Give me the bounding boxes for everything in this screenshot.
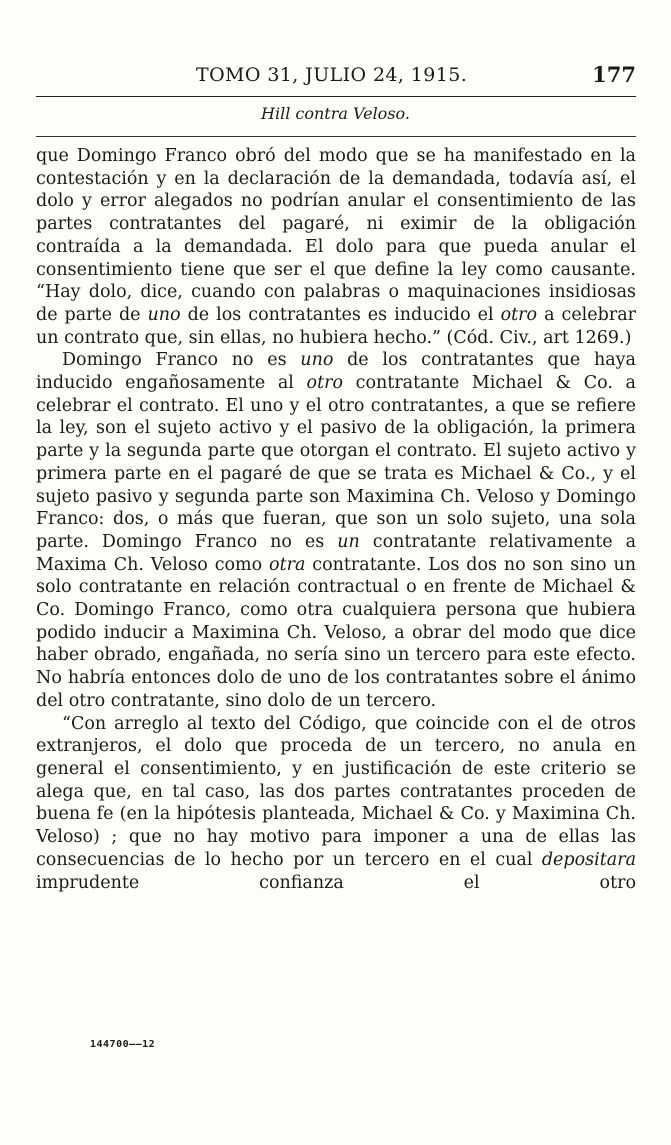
text-run: a celebrar un contrato que, sin ellas, no hubiera hecho.” (Cód. Civ., art 1269.): [36, 304, 636, 348]
running-title: TOMO 31, JULIO 24, 1915.: [196, 64, 468, 86]
paragraph-3: [36, 713, 636, 895]
text-run: contratante. Los dos no son sino un solo contratante en relación contractual o en frente de Michael & Co. Domingo Franco, como otra cualquiera persona que hubiera podido inducir a Maximina Ch. Veloso, a obrar del modo que dice haber obrado, engañada, no sería sino un tercero para este efecto. No habría entonces dolo de uno de los contratantes sobre el ánimo del otro contratante, sino dolo de un tercero.: [36, 554, 636, 711]
header-rule: [36, 96, 636, 97]
case-title: Hill contra Veloso.: [261, 104, 410, 123]
printer-mark: 144700——12: [90, 1039, 156, 1050]
italic-word: un: [337, 531, 360, 552]
text-run: contratante relativamente a Maxima Ch. Veloso como: [36, 531, 637, 575]
text-run: de los contratantes es inducido el: [180, 304, 501, 325]
paragraph-1: [36, 145, 636, 349]
text-run: imprudente confianza el otro: [36, 872, 636, 893]
text-run: Domingo Franco no es: [62, 350, 301, 371]
body-text: [36, 145, 636, 894]
paragraph-2: [36, 349, 636, 712]
italic-word: otro: [500, 304, 538, 325]
italic-word: otra: [269, 554, 306, 575]
italic-word: otro: [306, 373, 344, 394]
italic-word: depositara: [541, 849, 636, 870]
italic-word: uno: [147, 304, 181, 325]
text-run: de los contratantes que haya inducido engañosamente al: [36, 350, 636, 394]
case-title-rule: [36, 136, 636, 137]
text-run: que Domingo Franco obró del modo que se ha manifestado en la contestación y en la declaración de la demandada, todavía así, el dolo y error alegados no podrían anular el consentimiento de las partes contratantes del pagaré, ni eximir de la obligación contraída a la demandada. El dolo para que pueda anular el consentimiento tiene que ser el que define la ley como causante. “Hay dolo, dice, cuando con palabras o maquinaciones insidiosas de parte de: [36, 146, 636, 325]
text-run: contratante Michael & Co. a celebrar el contrato. El uno y el otro contratantes, a que se refiere la ley, son el sujeto activo y el pasivo de la obligación, la primera parte y la segunda parte que otorgan el contrato. El sujeto activo y primera parte en el pagaré de que se trata es Michael & Co., y el sujeto pasivo y segunda parte son Maximina Ch. Veloso y Domingo Franco: dos, o más que fueran, que son un solo sujeto, una sola parte. Domingo Franco no es: [36, 373, 636, 552]
page-number: 177: [592, 62, 636, 87]
running-head: [36, 62, 636, 92]
text-run: “Con arreglo al texto del Código, que coincide con el de otros extranjeros, el dolo que proceda de un tercero, no anula en general el consentimiento, y en justificación de este criterio se alega que, en tal caso, las dos partes contratantes proceden de buena fe (en la hipótesis planteada, Michael & Co. y Maximina Ch. Veloso) ; que no hay motivo para imponer a una de ellas las consecuencias de lo hecho por un tercero en el cual: [36, 713, 636, 870]
italic-word: uno: [300, 350, 334, 371]
